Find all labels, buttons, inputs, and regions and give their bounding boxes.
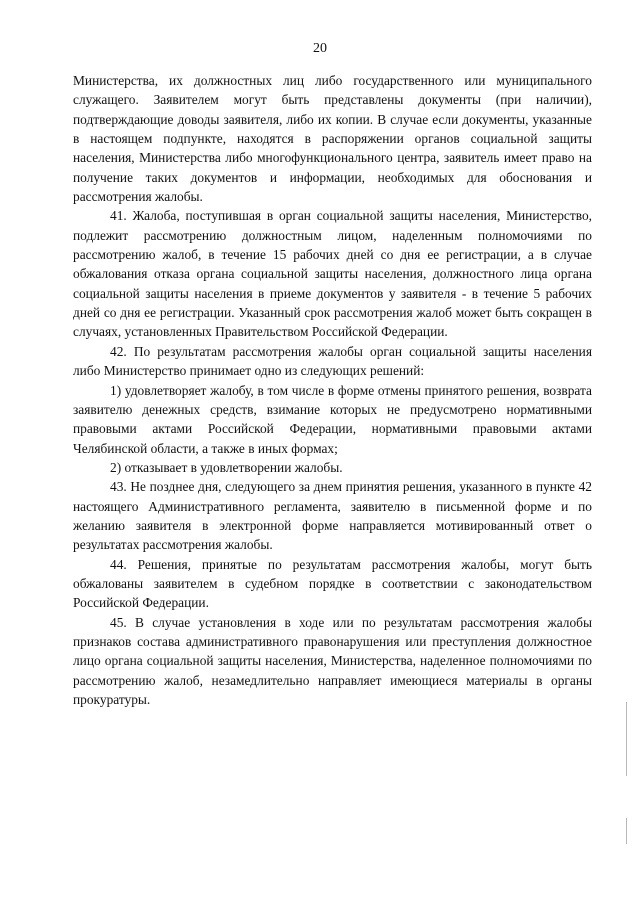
scan-edge-mark [626,702,627,776]
paragraph-clause-41: 41. Жалоба, поступившая в орган социальной защиты населения, Министерство, подлежит рассмотрению должностным лицом, наделенным полномочиями по рассмотрению жалоб, в течение 15 рабочих дней со дня ее регистрации, а в случае обжалования отказа органа социальной защиты населения, должностного лица органа социальной защиты населения в приеме документов у заявителя - в течение 5 рабочих дней со дня ее регистрации. Указанный срок рассмотрения жалоб может быть сокращен в случаях, установленных Правительством Российской Федерации. [73,208,592,340]
paragraph-clause-44: 44. Решения, принятые по результатам рассмотрения жалобы, могут быть обжалованы заявителем в судебном порядке в соответствии с законодательством Российской Федерации. [73,556,592,611]
scan-edge-mark [626,818,627,844]
document-body [73,71,592,709]
paragraph-clause-42: 42. По результатам рассмотрения жалобы орган социальной защиты населения либо Министерство принимает одно из следующих решений: [73,343,592,379]
paragraph-clause-42-item-1: 1) удовлетворяет жалобу, в том числе в форме отмены принятого решения, возврата заявителю денежных средств, взимание которых не предусмотрено нормативными правовыми актами Российской Федерации, нормативными правовыми актами Челябинской области, а также в иных формах; [73,382,592,456]
paragraph-continuation: Министерства, их должностных лиц либо государственного или муниципального служащего. Заявителем могут быть представлены документы (при наличии), подтверждающие доводы заявителя, либо их копии. В случае если документы, указанные в настоящем подпункте, находятся в распоряжении органов социальной защиты населения, Министерства либо многофункционального центра, заявитель имеет право на получение таких документов и информации, необходимых для обоснования и рассмотрения жалобы. [73,73,592,205]
page-number: 20 [313,41,327,56]
paragraph-clause-43: 43. Не позднее дня, следующего за днем принятия решения, указанного в пункте 42 настоящего Административного регламента, заявителю в письменной форме и по желанию заявителя в электронной форме направляется мотивированный ответ о результатах рассмотрения жалобы. [73,479,592,553]
paragraph-clause-42-item-2: 2) отказывает в удовлетворении жалобы. [110,459,343,475]
paragraph-clause-45: 45. В случае установления в ходе или по результатам рассмотрения жалобы признаков состава административного правонарушения или преступления должностное лицо органа социальной защиты населения, Министерства, наделенное полномочиями по рассмотрению жалоб, незамедлительно направляет имеющиеся материалы в органы прокуратуры. [73,614,592,707]
